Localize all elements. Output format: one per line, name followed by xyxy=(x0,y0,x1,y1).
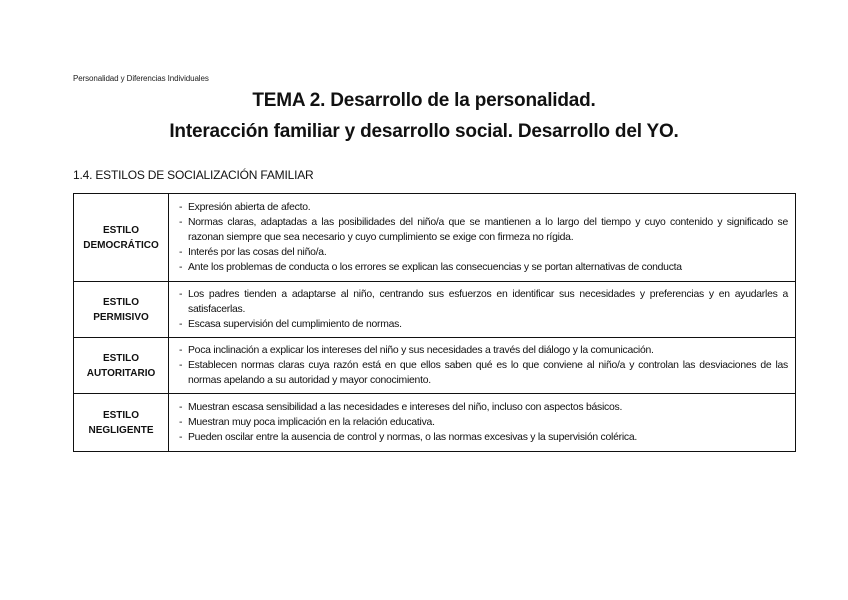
description-list xyxy=(179,343,788,388)
style-label-cell xyxy=(74,394,169,452)
document-header: Personalidad y Diferencias Individuales xyxy=(73,74,209,83)
description-list xyxy=(179,200,788,275)
table-row xyxy=(74,282,796,338)
style-name: NEGLIGENTE xyxy=(88,424,154,436)
list-item: - Poca inclinación a explicar los intereses del niño y sus necesidades a través del diálogo y la comunicación. xyxy=(179,343,788,358)
table-row xyxy=(74,194,796,282)
style-description-cell xyxy=(169,394,796,452)
style-label-cell xyxy=(74,194,169,282)
style-description-cell xyxy=(169,282,796,338)
style-label: ESTILO xyxy=(102,352,140,364)
page-title: TEMA 2. Desarrollo de la personalidad. xyxy=(252,90,596,111)
list-item: - Pueden oscilar entre la ausencia de control y normas, o las normas excesivas y la supervisión colérica. xyxy=(179,430,788,445)
list-item: - Escasa supervisión del cumplimiento de normas. xyxy=(179,317,788,332)
style-name: PERMISIVO xyxy=(93,311,149,323)
list-item: - Expresión abierta de afecto. xyxy=(179,200,788,215)
table-row xyxy=(74,338,796,394)
table-row xyxy=(74,394,796,452)
section-heading: 1.4. ESTILOS DE SOCIALIZACIÓN FAMILIAR xyxy=(73,168,314,182)
page-subtitle: Interacción familiar y desarrollo social. Desarrollo del YO. xyxy=(169,121,679,142)
list-item: - Establecen normas claras cuya razón está en que ellos saben qué es lo que conviene al niño/a y controlan las desviaciones de las normas apelando a su autoridad y mayor conocimiento. xyxy=(179,358,788,388)
description-list xyxy=(179,287,788,332)
style-label: ESTILO xyxy=(102,224,140,236)
style-name: AUTORITARIO xyxy=(86,367,156,379)
style-label-cell xyxy=(74,338,169,394)
style-label: ESTILO xyxy=(102,296,140,308)
list-item: - Los padres tienden a adaptarse al niño, centrando sus esfuerzos en identificar sus necesidades y preferencias y en ayudarles a satisfacerlas. xyxy=(179,287,788,317)
list-item: - Muestran muy poca implicación en la relación educativa. xyxy=(179,415,788,430)
socialization-styles-table xyxy=(73,193,796,452)
style-label-cell xyxy=(74,282,169,338)
style-label: ESTILO xyxy=(102,409,140,421)
list-item: - Interés por las cosas del niño/a. xyxy=(179,245,788,260)
list-item: - Ante los problemas de conducta o los errores se explican las consecuencias y se portan alternativas de conducta xyxy=(179,260,788,275)
list-item: - Normas claras, adaptadas a las posibilidades del niño/a que se mantienen a lo largo del tiempo y cuyo contenido y significado se razonan siempre que sea necesario y cuyo cumplimiento se exige con firmeza no rígida. xyxy=(179,215,788,245)
description-list xyxy=(179,400,788,445)
style-description-cell xyxy=(169,338,796,394)
list-item: - Muestran escasa sensibilidad a las necesidades e intereses del niño, incluso con aspectos básicos. xyxy=(179,400,788,415)
style-description-cell xyxy=(169,194,796,282)
style-name: DEMOCRÁTICO xyxy=(83,239,159,251)
